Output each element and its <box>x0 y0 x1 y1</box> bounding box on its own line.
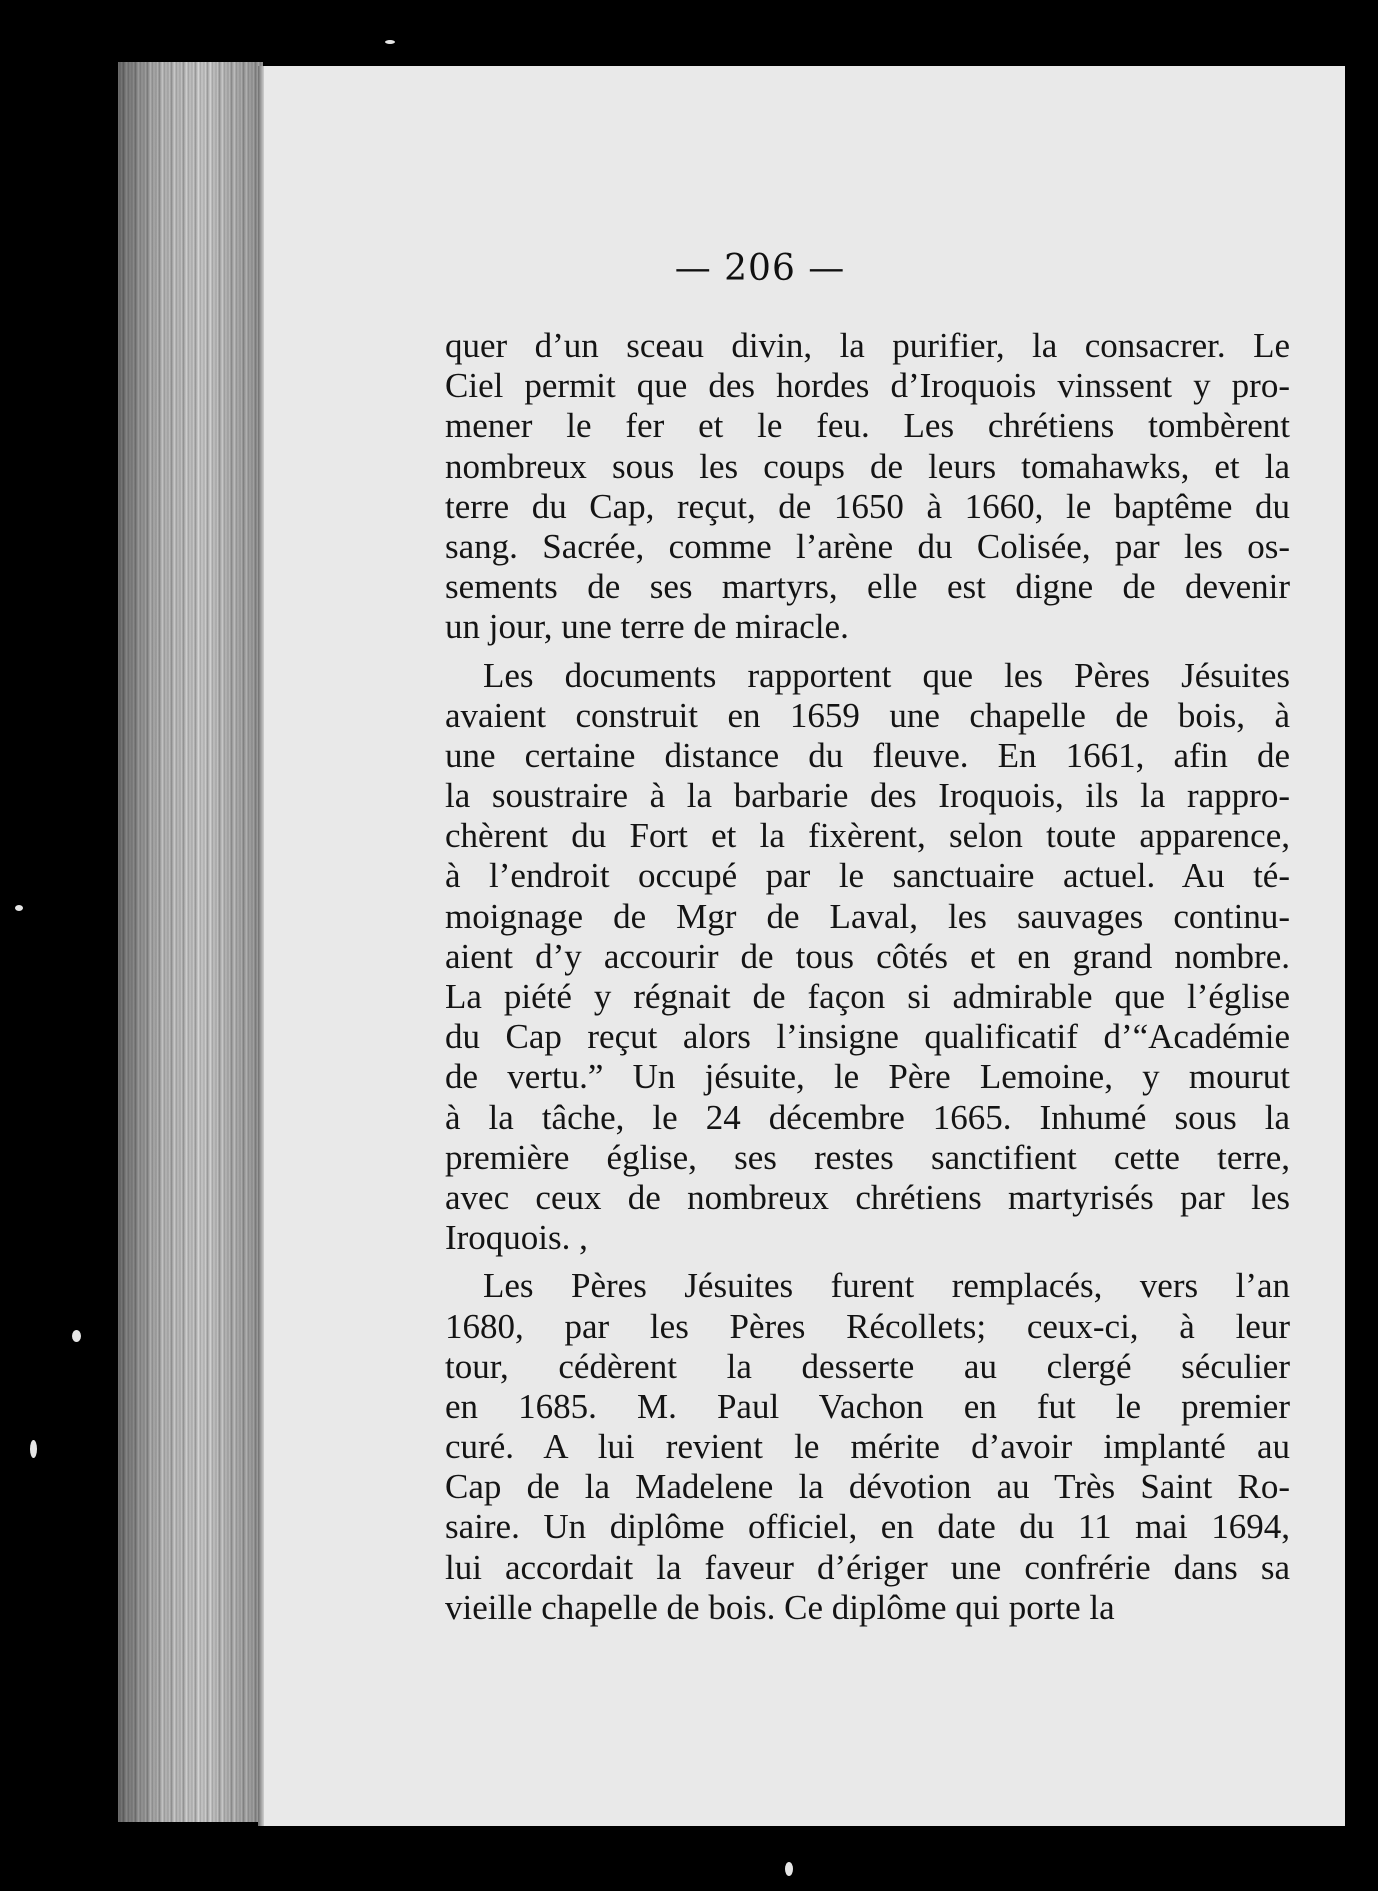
scan-speck <box>15 905 23 911</box>
text-line: Ciel permit que des hordes d’Iroquois vinssent y pro- <box>445 366 1290 406</box>
text-line: Les Pères Jésuites furent remplacés, vers l’an <box>483 1266 1290 1306</box>
scan-speck <box>385 40 395 44</box>
text-line: La piété y régnait de façon si admirable que l’église <box>445 977 1290 1016</box>
body-text <box>445 326 1290 1628</box>
text-line: terre du Cap, reçut, de 1650 à 1660, le baptême du <box>445 486 1290 526</box>
paragraph <box>445 326 1290 648</box>
text-line: Cap de la Madelene la dévotion au Très Saint Ro- <box>445 1467 1290 1507</box>
text-line: un jour, une terre de miracle. <box>445 607 849 647</box>
scan-speck <box>785 1862 793 1876</box>
text-line: Les documents rapportent que les Pères Jésuites <box>483 655 1290 695</box>
scan-speck <box>72 1330 81 1342</box>
text-line: à la tâche, le 24 décembre 1665. Inhumé sous la <box>445 1097 1290 1137</box>
text-line: du Cap reçut alors l’insigne qualificatif d’“Académie <box>445 1017 1290 1057</box>
page-edge <box>258 66 264 1826</box>
text-line: sang. Sacrée, comme l’arène du Colisée, par les os- <box>445 526 1290 566</box>
text-line: une certaine distance du fleuve. En 1661, afin de <box>445 735 1290 775</box>
paragraph-gap <box>445 648 1290 656</box>
paragraph <box>445 656 1290 1259</box>
text-line: sements de ses martyrs, elle est digne de devenir <box>445 567 1290 607</box>
text-line: lui accordait la faveur d’ériger une confrérie dans sa <box>445 1547 1290 1587</box>
text-line: chèrent du Fort et la fixèrent, selon toute apparence, <box>445 816 1290 856</box>
text-line: 1680, par les Pères Récollets; ceux-ci, à leur <box>445 1306 1290 1346</box>
text-line: tour, cédèrent la desserte au clergé séculier <box>445 1346 1290 1386</box>
text-line: Iroquois. , <box>445 1218 588 1258</box>
text-line: saire. Un diplôme officiel, en date du 11 mai 1694, <box>445 1507 1290 1547</box>
text-line: avec ceux de nombreux chrétiens martyrisés par les <box>445 1177 1290 1217</box>
scan-speck <box>30 1440 37 1458</box>
text-line: à l’endroit occupé par le sanctuaire actuel. Au té- <box>445 856 1290 896</box>
text-line: première église, ses restes sanctifient cette terre, <box>445 1137 1290 1177</box>
text-line: moignage de Mgr de Laval, les sauvages continu- <box>445 896 1290 936</box>
text-line: de vertu.” Un jésuite, le Père Lemoine, y mourut <box>445 1057 1290 1097</box>
text-line: la soustraire à la barbarie des Iroquois, ils la rappro- <box>445 776 1290 816</box>
text-line: nombreux sous les coups de leurs tomahawks, et la <box>445 446 1290 486</box>
paragraph <box>445 1266 1290 1628</box>
text-line: en 1685. M. Paul Vachon en fut le premier <box>445 1386 1290 1426</box>
text-line: mener le fer et le feu. Les chrétiens tombèrent <box>445 406 1290 446</box>
text-line: curé. A lui revient le mérite d’avoir implanté au <box>445 1427 1290 1467</box>
page-number: — 206 — <box>674 248 846 289</box>
paragraph-gap <box>445 1258 1290 1266</box>
text-line: avaient construit en 1659 une chapelle de bois, à <box>445 695 1290 735</box>
gutter-shadow <box>118 62 263 1822</box>
text-line: vieille chapelle de bois. Ce diplôme qui porte la <box>445 1587 1115 1627</box>
text-line: aient d’y accourir de tous côtés et en grand nombre. <box>445 936 1290 976</box>
text-line: quer d’un sceau divin, la purifier, la consacrer. Le <box>445 326 1290 365</box>
